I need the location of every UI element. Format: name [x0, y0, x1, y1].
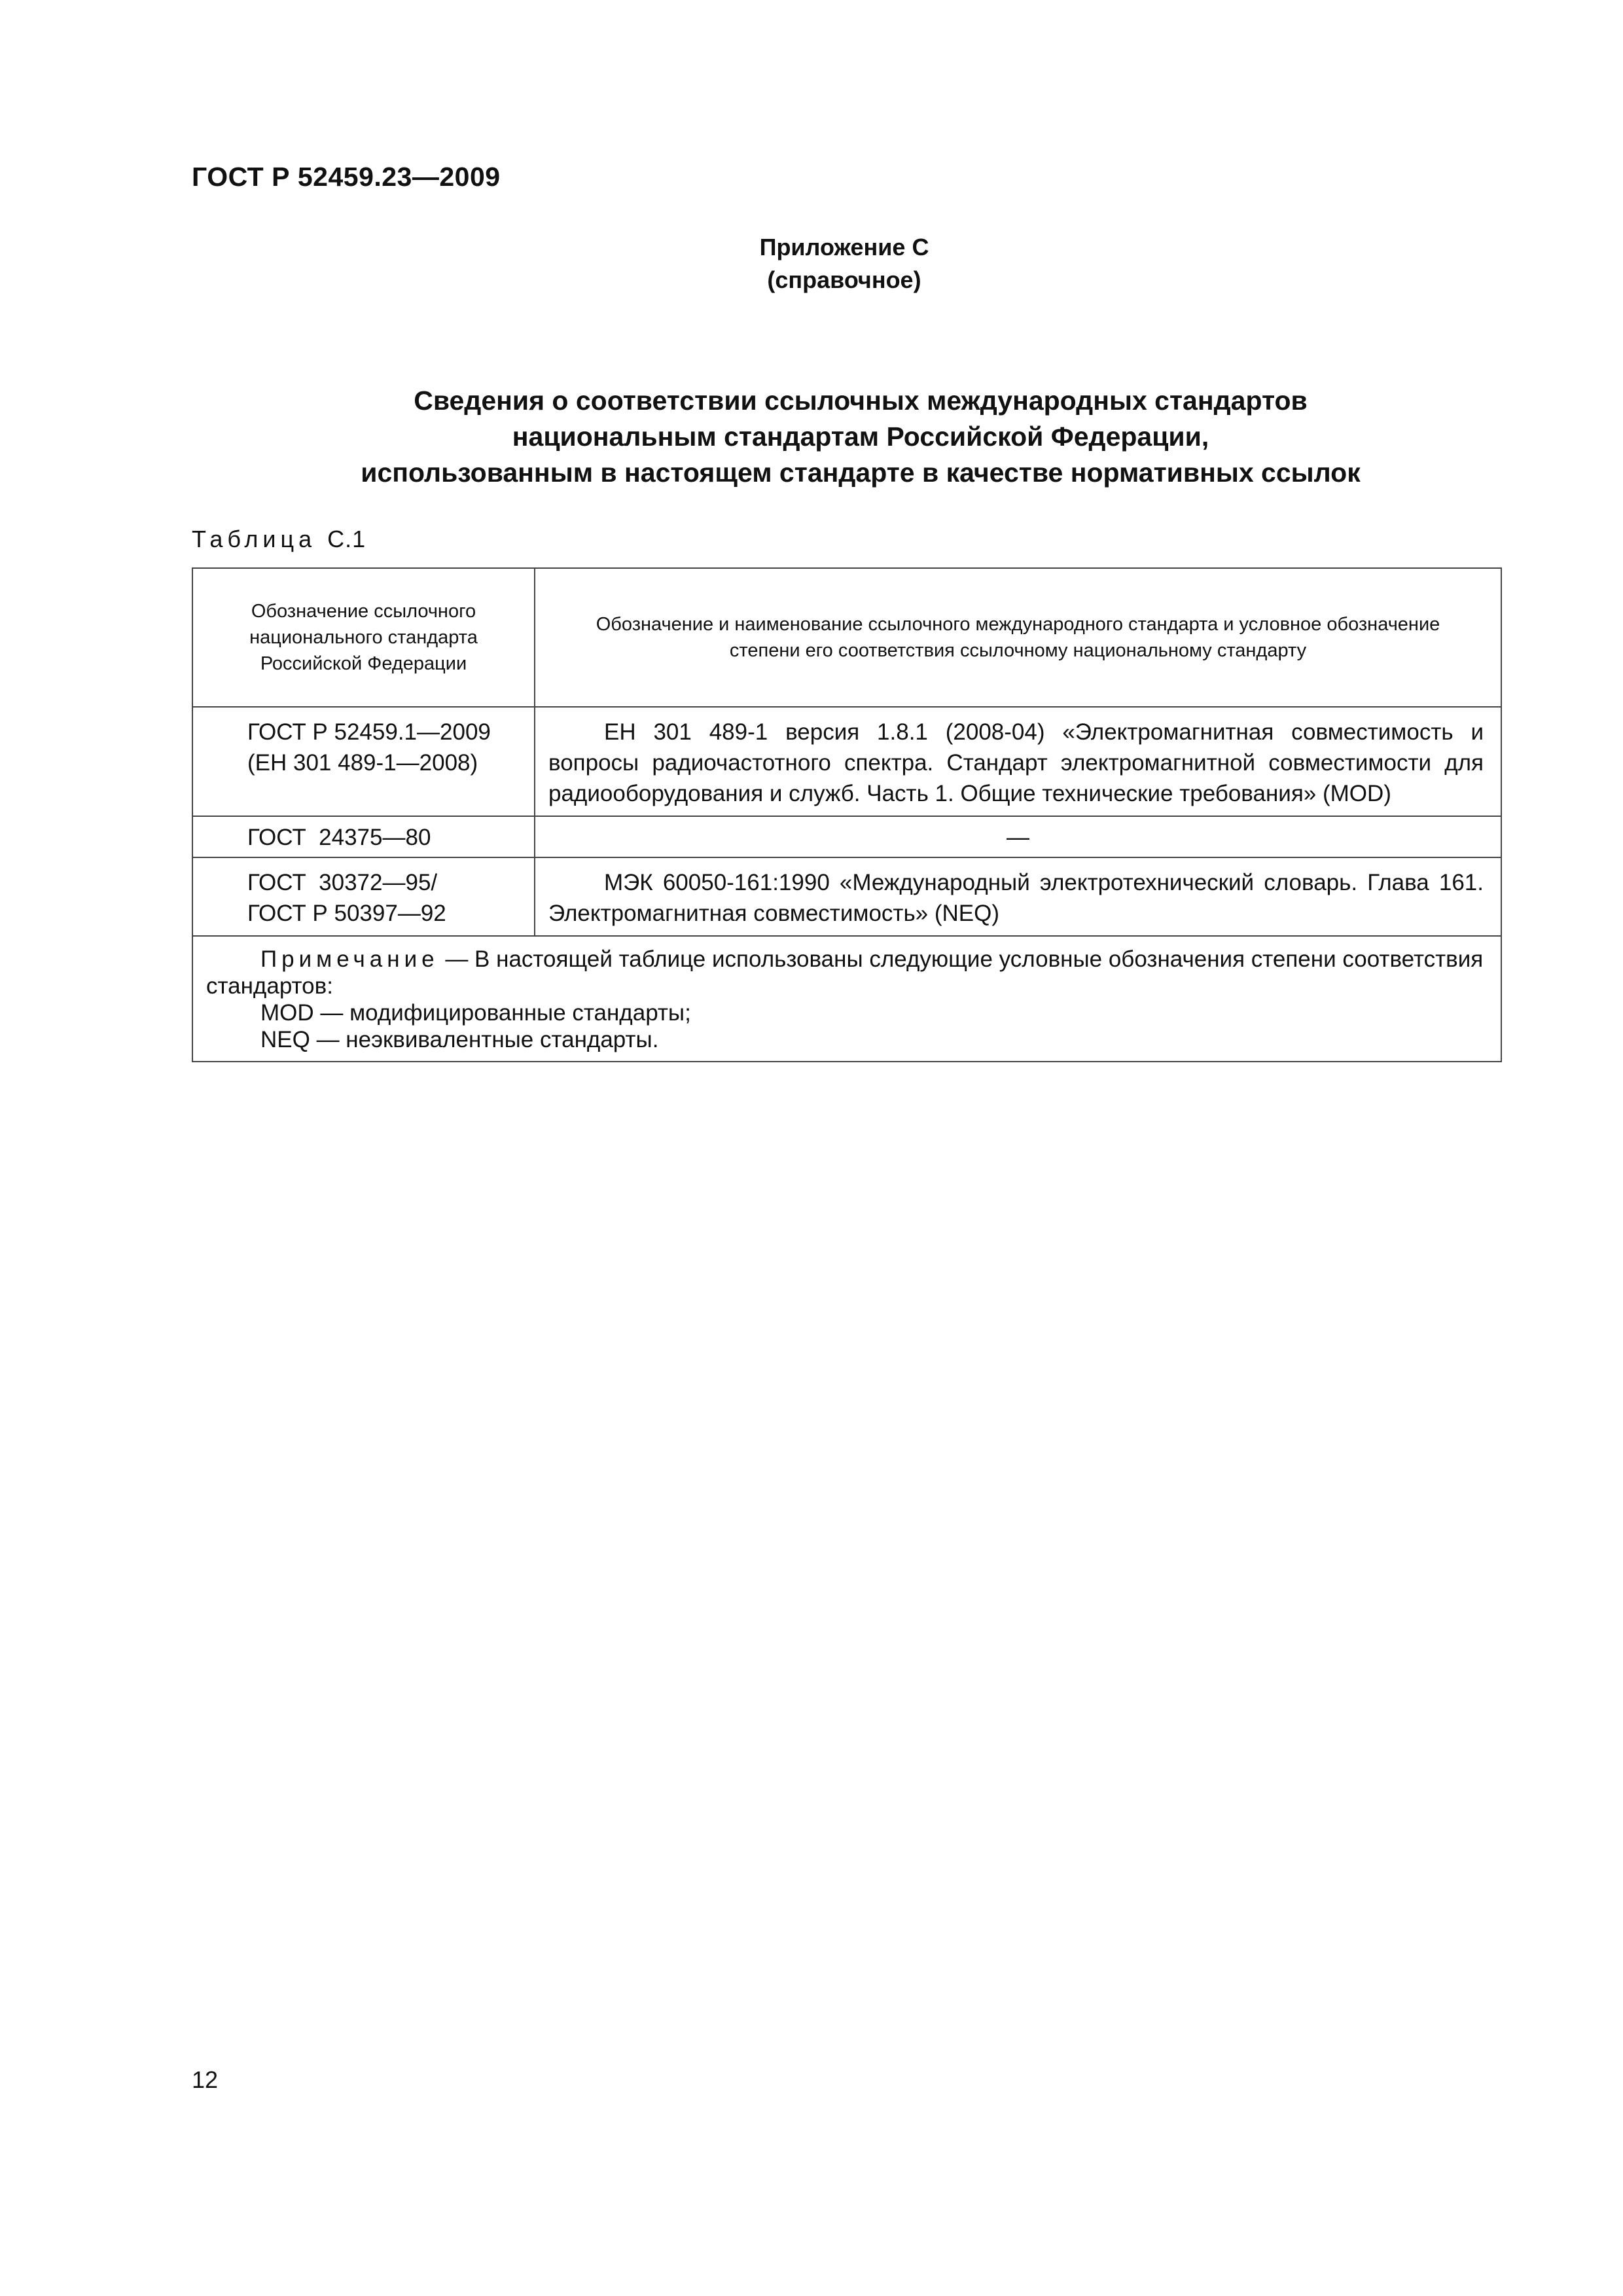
national-standard-line: ГОСТ Р 52459.1—2009 — [247, 719, 491, 745]
note-text — [206, 946, 1484, 999]
table-header-row — [192, 568, 1501, 707]
national-standard-line: (ЕН 301 489-1—2008) — [247, 750, 478, 776]
national-standard-cell — [192, 857, 535, 936]
appendix-kind: (справочное) — [767, 266, 921, 293]
table-row — [192, 857, 1501, 936]
table-caption-number: С.1 — [327, 526, 366, 552]
national-standard-cell — [192, 707, 535, 816]
section-title — [196, 383, 1525, 491]
table-row — [192, 816, 1501, 857]
note-body: — В настоящей таблице использованы следующие условные обозначения степени соответствия стандартов: — [206, 946, 1484, 999]
title-line: Сведения о соответствии ссылочных международных стандартов — [414, 386, 1308, 416]
table-caption-word: Таблица — [192, 526, 317, 552]
table-note — [192, 936, 1501, 1062]
appendix-title: Приложение С — [759, 234, 929, 260]
national-standard-line: ГОСТ Р 50397—92 — [247, 901, 446, 926]
appendix-heading — [668, 231, 1021, 296]
national-standard-line: ГОСТ 30372—95/ — [247, 870, 438, 895]
title-line: национальным стандартам Российской Федерации, — [512, 422, 1209, 452]
document-designation: ГОСТ Р 52459.23—2009 — [192, 162, 501, 192]
header-national-standard: Обозначение ссылочного национального стандарта Российской Федерации — [192, 568, 535, 707]
international-standard-cell — [535, 816, 1501, 857]
reference-table — [192, 567, 1502, 1062]
note-item: NEQ — неэквивалентные стандарты. — [260, 1027, 659, 1052]
national-standard-cell — [192, 816, 535, 857]
page-number: 12 — [192, 2066, 219, 2093]
national-standard-line: ГОСТ 24375—80 — [247, 825, 431, 850]
table-row — [192, 707, 1501, 816]
note-item: MOD — модифицированные стандарты; — [260, 1000, 691, 1026]
international-standard-cell — [535, 707, 1501, 816]
international-standard-text: МЭК 60050-161:1990 «Международный электротехнический словарь. Глава 161. Электромагнитная совместимость» (NEQ) — [548, 870, 1484, 926]
international-standard-text: — — [1007, 825, 1029, 850]
international-standard-cell — [535, 857, 1501, 936]
note-label: Примечание — [260, 946, 439, 972]
header-international-standard: Обозначение и наименование ссылочного международного стандарта и условное обозначение степени его соответствия ссылочному национальному стандарту — [535, 568, 1501, 707]
table-caption — [192, 526, 366, 553]
title-line: использованным в настоящем стандарте в качестве нормативных ссылок — [361, 457, 1361, 488]
international-standard-text: ЕН 301 489-1 версия 1.8.1 (2008-04) «Электромагнитная совместимость и вопросы радиочастотного спектра. Стандарт электромагнитной совместимости для радиооборудования и служб. Часть 1. Общие технические требования» (MOD) — [548, 719, 1484, 806]
table-note-row — [192, 936, 1501, 1062]
